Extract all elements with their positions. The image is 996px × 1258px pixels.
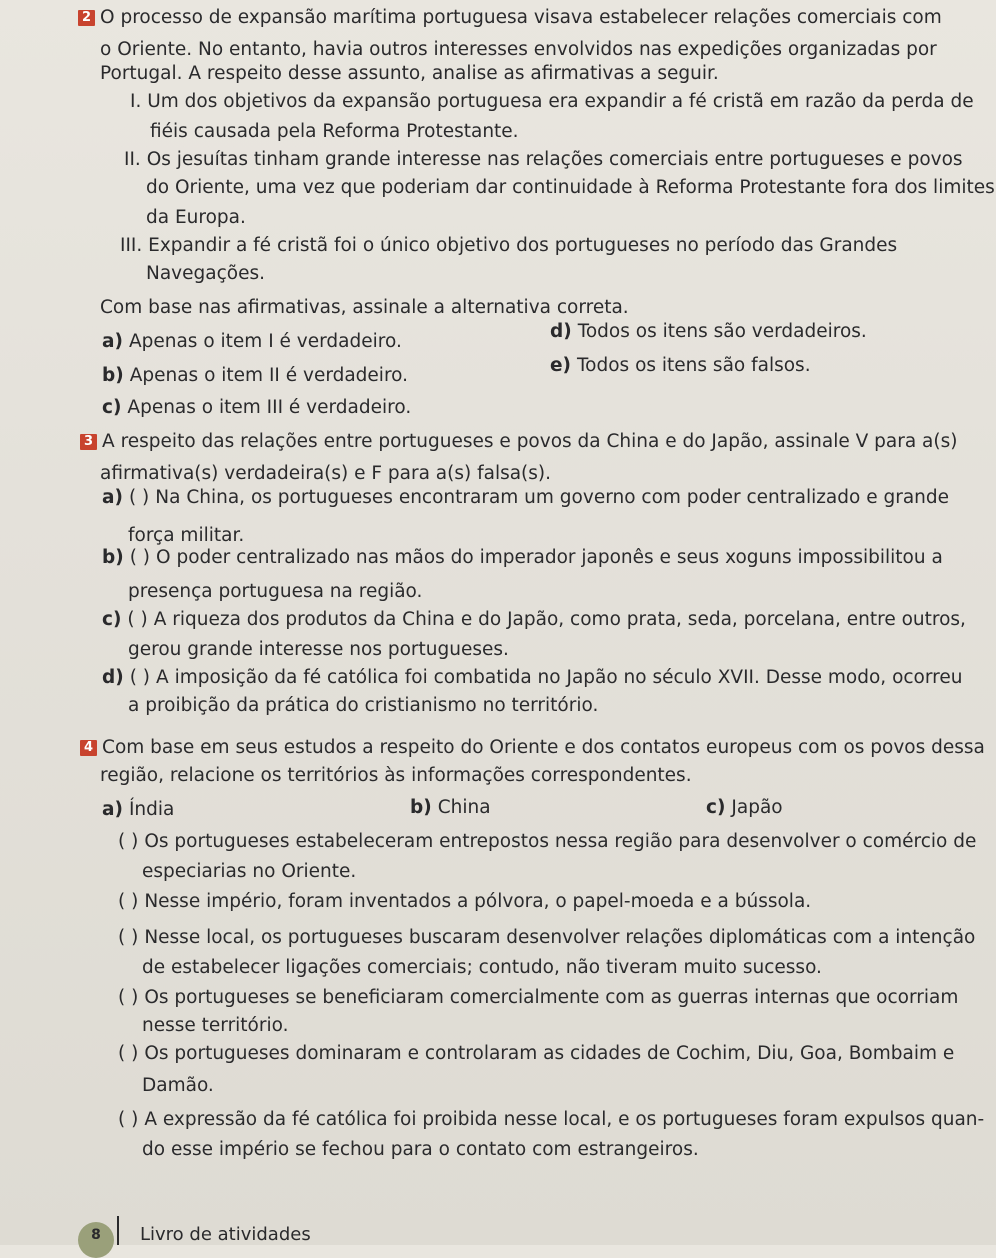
page-number-badge: 8 (78, 1222, 114, 1258)
q4-territory-b: b) China (410, 797, 491, 818)
q4-answer-box-5[interactable]: ( ) (118, 1043, 139, 1064)
q4-territory-a: a) Índia (102, 799, 175, 820)
q2-item-1-line-2: fiéis causada pela Reforma Protestante. (150, 121, 519, 142)
q4-item-1-line-1: ( ) Os portugueses estabeleceram entrepostos nessa região para desenvolver o comércio de (118, 831, 977, 852)
q2-number-badge: 2 (78, 10, 95, 26)
q3-answer-box-a[interactable]: ( ) (128, 487, 150, 508)
q4-item-3-line-1: ( ) Nesse local, os portugueses buscaram desenvolver relações diplomáticas com a intenção (118, 927, 976, 948)
q2-item-label: I. (130, 91, 142, 112)
q4-number-badge: 4 (80, 740, 97, 756)
q3-item-b-line-1: b) ( ) O poder centralizado nas mãos do imperador japonês e seus xoguns impossibilitou a (102, 547, 943, 568)
q3-item-d-line-2: a proibição da prática do cristianismo no território. (128, 695, 599, 716)
q4-territory-c: c) Japão (706, 797, 783, 818)
q4-item-3-line-2: de estabelecer ligações comerciais; contudo, não tiveram muito sucesso. (142, 957, 822, 978)
q4-answer-box-6[interactable]: ( ) (118, 1109, 139, 1130)
footer-divider (117, 1216, 119, 1245)
q2-item-3-line-2: Navegações. (146, 263, 265, 284)
footer-label: Livro de atividades (140, 1224, 311, 1245)
q3-answer-box-d[interactable]: ( ) (129, 667, 151, 688)
q4-answer-box-3[interactable]: ( ) (118, 927, 139, 948)
q2-item-1-line-1: I. Um dos objetivos da expansão portuguesa era expandir a fé cristã em razão da perda de (130, 91, 974, 112)
q2-intro-line-3: Portugal. A respeito desse assunto, analise as afirmativas a seguir. (100, 63, 719, 84)
q3-item-c-line-1: c) ( ) A riqueza dos produtos da China e do Japão, como prata, seda, porcelana, entre outros, (102, 609, 966, 630)
q3-number-badge: 3 (80, 434, 97, 450)
q2-option-d[interactable]: d) Todos os itens são verdadeiros. (550, 321, 867, 342)
q4-intro-line-2: região, relacione os territórios às informações correspondentes. (100, 765, 692, 786)
q2-item-3-line-1: III. Expandir a fé cristã foi o único objetivo dos portugueses no período das Grandes (120, 235, 898, 256)
q4-answer-box-1[interactable]: ( ) (118, 831, 139, 852)
q4-item-5-line-1: ( ) Os portugueses dominaram e controlaram as cidades de Cochim, Diu, Goa, Bombaim e (118, 1043, 955, 1064)
q4-item-2-line-1: ( ) Nesse império, foram inventados a pólvora, o papel-moeda e a bússola. (118, 891, 812, 912)
q2-intro-line-1: 2 O processo de expansão marítima portuguesa visava estabelecer relações comerciais com (78, 6, 942, 30)
q4-item-4-line-1: ( ) Os portugueses se beneficiaram comercialmente com as guerras internas que ocorriam (118, 987, 959, 1008)
q3-answer-box-c[interactable]: ( ) (127, 609, 148, 630)
q2-option-b[interactable]: b) Apenas o item II é verdadeiro. (102, 365, 409, 386)
q4-item-5-line-2: Damão. (142, 1075, 214, 1096)
q2-item-label: III. (120, 235, 143, 256)
q2-item-2-line-2: do Oriente, uma vez que poderiam dar continuidade à Reforma Protestante fora dos limites (146, 177, 995, 198)
q4-item-6-line-2: do esse império se fechou para o contato com estrangeiros. (142, 1139, 699, 1160)
q3-item-a-line-1: a) ( ) Na China, os portugueses encontraram um governo com poder centralizado e grande (102, 487, 950, 508)
q3-answer-box-b[interactable]: ( ) (129, 547, 151, 568)
q2-item-2-line-3: da Europa. (146, 207, 246, 228)
q2-option-a[interactable]: a) Apenas o item I é verdadeiro. (102, 331, 402, 352)
q3-intro-line-2: afirmativa(s) verdadeira(s) e F para a(s) falsa(s). (100, 463, 552, 484)
q4-answer-box-2[interactable]: ( ) (118, 891, 139, 912)
q4-intro-line-1: 4 Com base em seus estudos a respeito do Oriente e dos contatos europeus com os povos dessa (80, 736, 985, 760)
q3-item-d-line-1: d) ( ) A imposição da fé católica foi combatida no Japão no século XVII. Desse modo, ocorreu (102, 667, 963, 688)
q3-item-a-line-2: força militar. (128, 525, 245, 546)
q2-item-2-line-1: II. Os jesuítas tinham grande interesse nas relações comerciais entre portugueses e povos (124, 149, 963, 170)
q2-item-label: II. (124, 149, 141, 170)
q2-instruction: Com base nas afirmativas, assinale a alternativa correta. (100, 297, 629, 318)
q2-option-e[interactable]: e) Todos os itens são falsos. (550, 355, 811, 376)
q4-answer-box-4[interactable]: ( ) (118, 987, 139, 1008)
q2-option-c[interactable]: c) Apenas o item III é verdadeiro. (102, 397, 412, 418)
q4-item-1-line-2: especiarias no Oriente. (142, 861, 357, 882)
q4-item-4-line-2: nesse território. (142, 1015, 289, 1036)
q2-intro-line-2: o Oriente. No entanto, havia outros interesses envolvidos nas expedições organizadas por (100, 39, 937, 60)
q3-intro-line-1: 3 A respeito das relações entre portugueses e povos da China e do Japão, assinale V para a(s) (80, 430, 957, 454)
q4-item-6-line-1: ( ) A expressão da fé católica foi proibida nesse local, e os portugueses foram expulsos quan- (118, 1109, 985, 1130)
q3-item-c-line-2: gerou grande interesse nos portugueses. (128, 639, 509, 660)
q3-item-b-line-2: presença portuguesa na região. (128, 581, 423, 602)
